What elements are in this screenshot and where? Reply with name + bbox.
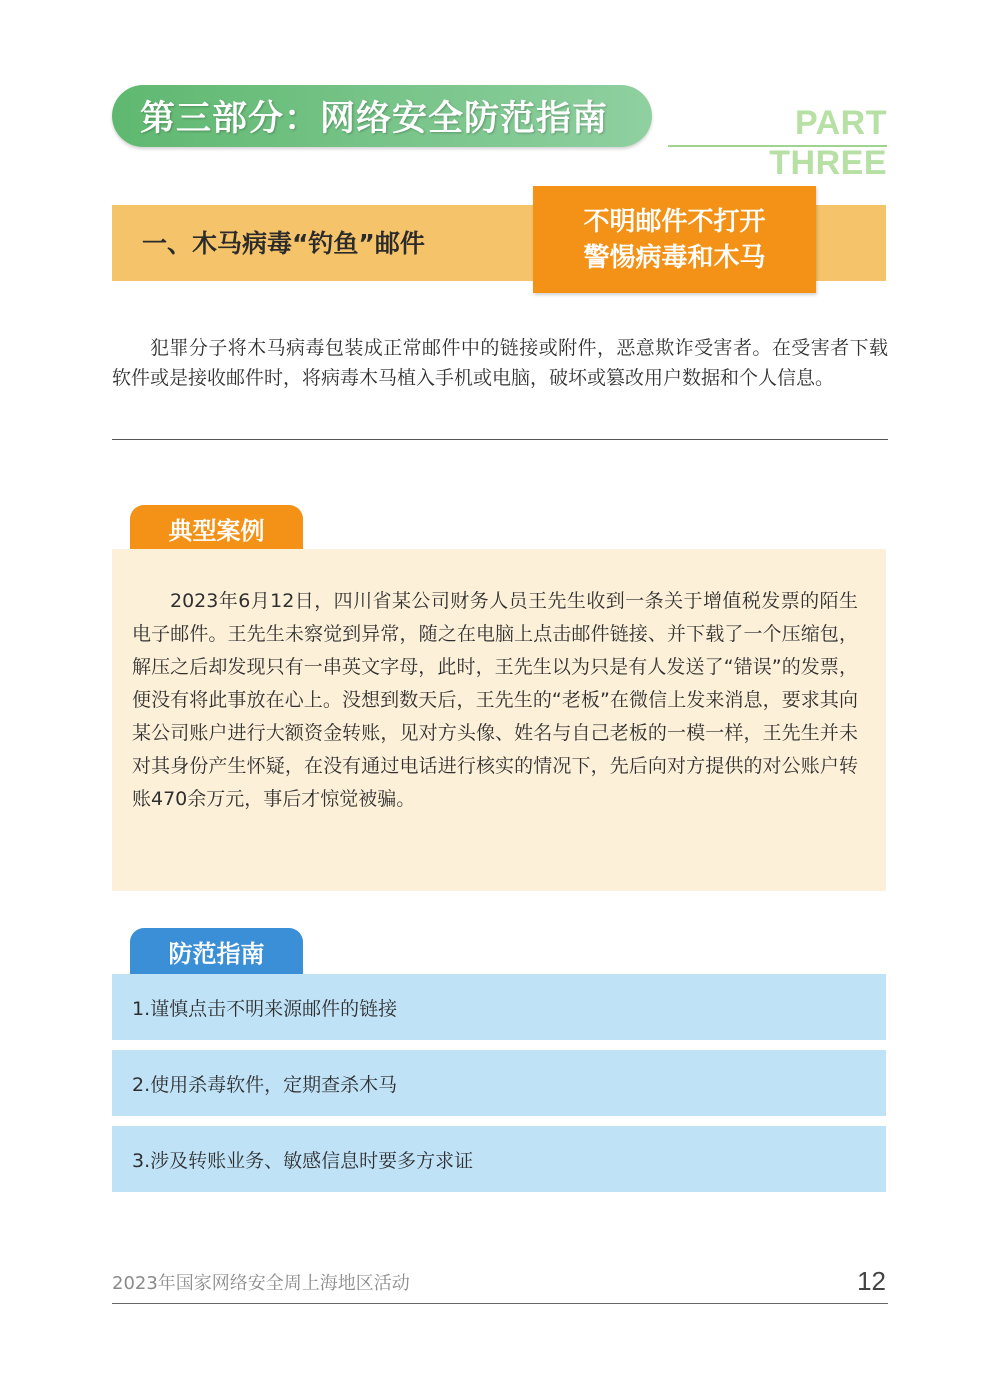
divider <box>112 439 888 440</box>
case-box <box>112 549 886 891</box>
guide-tab <box>130 928 303 974</box>
intro-paragraph: 犯罪分子将木马病毒包装成正常邮件中的链接或附件，恶意欺诈受害者。在受害者下载软件或是接收邮件时，将病毒木马植入手机或电脑，破坏或篡改用户数据和个人信息。 <box>112 337 888 389</box>
section-title: 一、木马病毒“钓鱼”邮件 <box>142 229 425 258</box>
footer-divider <box>112 1303 888 1304</box>
guide-item: 3.涉及转账业务、敏感信息时要多方求证 <box>112 1126 886 1192</box>
guide-item: 1.谨慎点击不明来源邮件的链接 <box>112 974 886 1040</box>
section-tag <box>533 186 816 293</box>
case-tab-label: 典型案例 <box>168 516 265 545</box>
page-number: 12 <box>857 1266 886 1296</box>
guide-item: 2.使用杀毒软件，定期查杀木马 <box>112 1050 886 1116</box>
case-tab <box>130 505 303 551</box>
section-tag-line-1: 不明邮件不打开 <box>583 206 766 237</box>
case-paragraph: 2023年6月12日，四川省某公司财务人员王先生收到一条关于增值税发票的陌生电子邮件。王先生未察觉到异常，随之在电脑上点击邮件链接、并下载了一个压缩包，解压之后却发现只有一串英文字母，此时，王先生以为只是有人发送了“错误”的发票，便没有将此事放在心上。没想到数天后，王先生的“老板”在微信上发来消息，要求其向某公司账户进行大额资金转账，见对方头像、姓名与自己老板的一模一样，王先生并未对其身份产生怀疑，在没有通过电话进行核实的情况下，先后向对方提供的对公账户转账470余万元，事后才惊觉被骗。 <box>132 590 858 810</box>
part-title: 第三部分：网络安全防范指南 <box>140 99 609 139</box>
footer-event-title: 2023年国家网络安全周上海地区活动 <box>112 1273 410 1294</box>
guide-tab-label: 防范指南 <box>168 939 265 968</box>
part-title-banner <box>112 85 652 147</box>
part-en-label: PART THREE <box>668 103 887 147</box>
section-tag-line-2: 警惕病毒和木马 <box>583 242 766 273</box>
